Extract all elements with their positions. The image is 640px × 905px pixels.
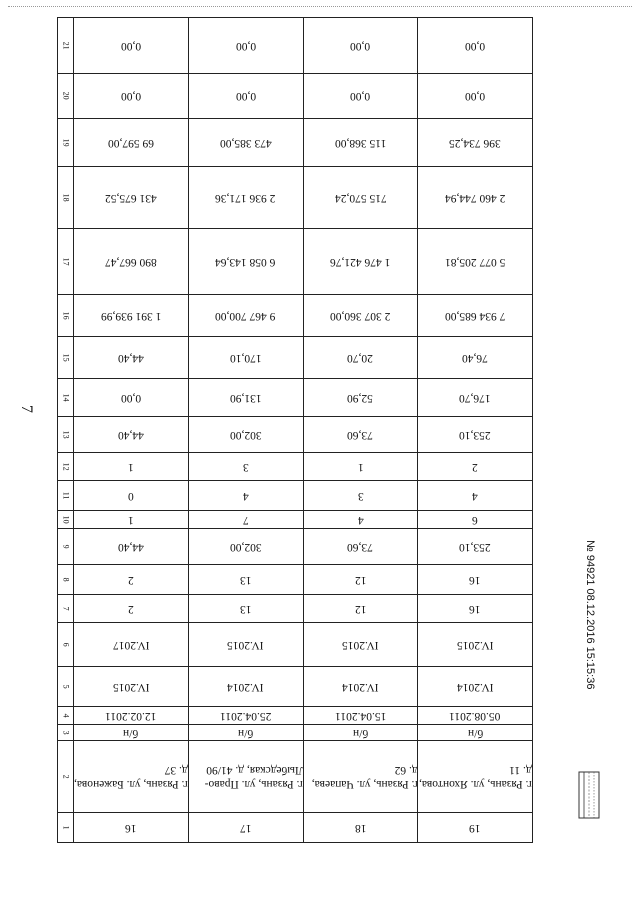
document-datetime: 08.12.2016 15:15:36 xyxy=(584,588,596,690)
cell-value: 76,40 xyxy=(462,352,489,365)
column-number-label: 8 xyxy=(61,577,71,582)
table-cell xyxy=(418,565,533,595)
cell-value: б/н xyxy=(352,727,368,740)
cell-value: IV.2015 xyxy=(227,639,264,652)
cell-value: 73,60 xyxy=(347,541,374,554)
table-cell xyxy=(418,295,533,337)
column-number xyxy=(58,565,74,595)
table-cell xyxy=(74,529,189,565)
table-cell xyxy=(303,379,418,417)
cell-value: 4 xyxy=(472,490,478,503)
address-text: г. Рязань, ул. Баженова, д. 37 xyxy=(74,763,188,790)
cell-value: 431 675,52 xyxy=(105,192,157,205)
cell-value: 4 xyxy=(357,514,364,527)
table-cell xyxy=(188,18,303,74)
column-number-label: 1 xyxy=(61,825,71,830)
table-column-2 xyxy=(58,741,533,813)
column-number xyxy=(58,18,74,74)
cell-value: 715 570,24 xyxy=(334,192,387,205)
table-cell xyxy=(303,707,418,725)
address-text: г. Рязань, ул. Чапаева, д. 62 xyxy=(311,763,418,790)
table-cell xyxy=(418,229,533,295)
table-cell xyxy=(74,453,189,481)
table-cell xyxy=(188,565,303,595)
cell-value: 473 385,00 xyxy=(219,137,272,150)
column-number xyxy=(58,741,74,813)
table-cell xyxy=(188,337,303,379)
table-cell xyxy=(303,119,418,167)
stamp-icon xyxy=(578,770,600,820)
table-cell xyxy=(188,167,303,229)
column-number-label: 10 xyxy=(61,515,71,524)
column-number-label: 11 xyxy=(61,491,71,500)
table-cell xyxy=(74,667,189,707)
cell-value: IV.2015 xyxy=(342,639,379,652)
table-cell xyxy=(74,623,189,667)
table-cell xyxy=(418,725,533,741)
table-cell xyxy=(303,481,418,511)
table-cell xyxy=(418,667,533,707)
table-cell xyxy=(303,295,418,337)
cell-value: 4 xyxy=(242,490,249,503)
table-cell xyxy=(74,379,189,417)
cell-value: 44,40 xyxy=(117,352,144,365)
cell-value: 131,90 xyxy=(229,392,262,405)
cell-value: 2 xyxy=(472,461,478,474)
cell-value: 25.04.2011 xyxy=(219,710,272,723)
column-number xyxy=(58,813,74,843)
table-column-8 xyxy=(58,565,533,595)
cell-value: б/н xyxy=(238,727,254,740)
table-column-18 xyxy=(58,167,533,229)
table-cell xyxy=(188,295,303,337)
table-cell xyxy=(74,565,189,595)
table-cell xyxy=(418,74,533,119)
table-cell xyxy=(74,74,189,119)
column-number xyxy=(58,481,74,511)
table-cell xyxy=(303,529,418,565)
column-number xyxy=(58,529,74,565)
table-cell xyxy=(303,453,418,481)
table-cell xyxy=(74,119,189,167)
table-cell xyxy=(74,481,189,511)
column-number-label: 17 xyxy=(61,257,71,266)
cell-value: 0,00 xyxy=(235,90,256,103)
table-cell xyxy=(418,511,533,529)
table-column-9 xyxy=(58,529,533,565)
table-cell xyxy=(303,18,418,74)
register-table xyxy=(57,17,533,843)
cell-value: 6 058 143,64 xyxy=(215,256,276,269)
table-cell xyxy=(303,813,418,843)
cell-value: 13 xyxy=(239,603,252,616)
table-cell xyxy=(418,417,533,453)
table-column-6 xyxy=(58,623,533,667)
cell-value: 0,00 xyxy=(350,40,371,53)
cell-value: 44,40 xyxy=(117,541,144,554)
cell-value: 890 667,47 xyxy=(105,256,157,269)
cell-value: 1 xyxy=(128,514,134,527)
table-cell xyxy=(188,511,303,529)
cell-value: 73,60 xyxy=(347,429,374,442)
table-cell xyxy=(418,167,533,229)
column-number xyxy=(58,379,74,417)
table-cell xyxy=(188,667,303,707)
column-number-label: 15 xyxy=(61,353,71,362)
table-cell xyxy=(418,741,533,813)
table-cell xyxy=(418,707,533,725)
column-number-label: 9 xyxy=(61,544,71,549)
table-cell xyxy=(188,707,303,725)
table-column-12 xyxy=(58,453,533,481)
table-cell xyxy=(74,725,189,741)
register-table-wrapper xyxy=(57,17,533,835)
table-cell xyxy=(188,119,303,167)
cell-value: 1 476 421,76 xyxy=(330,256,391,269)
table-column-19 xyxy=(58,119,533,167)
table-cell xyxy=(303,511,418,529)
column-number-label: 18 xyxy=(61,193,71,202)
table-cell xyxy=(303,623,418,667)
column-number-label: 6 xyxy=(61,642,71,647)
column-number xyxy=(58,119,74,167)
cell-value: 5 077 205,81 xyxy=(444,256,506,269)
table-column-7 xyxy=(58,595,533,623)
cell-value: 253,10 xyxy=(459,429,491,442)
cell-value: 0,00 xyxy=(120,90,141,103)
table-column-15 xyxy=(58,337,533,379)
column-number xyxy=(58,707,74,725)
cell-value: 20,70 xyxy=(347,352,374,365)
table-cell xyxy=(188,813,303,843)
cell-value: 15.04.2011 xyxy=(334,710,387,723)
cell-value: IV.2014 xyxy=(342,681,379,694)
column-number-label: 20 xyxy=(61,92,71,100)
table-cell xyxy=(74,229,189,295)
table-column-13 xyxy=(58,417,533,453)
cell-value: 69 597,00 xyxy=(107,137,154,150)
table-cell xyxy=(418,813,533,843)
table-cell xyxy=(418,595,533,623)
table-cell xyxy=(303,167,418,229)
cell-value: 7 xyxy=(242,514,249,527)
column-number-label: 2 xyxy=(61,774,71,779)
cell-value: б/н xyxy=(467,727,483,740)
cell-value: 13 xyxy=(239,574,252,587)
column-number xyxy=(58,229,74,295)
column-number xyxy=(58,595,74,623)
cell-value: 2 307 360,00 xyxy=(330,310,391,323)
table-cell xyxy=(303,74,418,119)
cell-value: 0,00 xyxy=(350,90,371,103)
cell-value: 396 734,25 xyxy=(449,137,501,150)
column-number-label: 21 xyxy=(61,41,71,50)
table-column-3 xyxy=(58,725,533,741)
cell-value: 0,00 xyxy=(235,40,256,53)
cell-value: IV.2017 xyxy=(112,639,150,652)
table-cell xyxy=(74,167,189,229)
table-cell xyxy=(74,417,189,453)
cell-value: 16 xyxy=(469,603,481,616)
cell-value: 0,00 xyxy=(120,392,141,405)
cell-value: 253,10 xyxy=(459,541,491,554)
table-cell xyxy=(418,337,533,379)
table-cell xyxy=(303,417,418,453)
table-cell xyxy=(303,337,418,379)
table-cell xyxy=(188,741,303,813)
column-number xyxy=(58,453,74,481)
table-cell xyxy=(303,565,418,595)
column-number-label: 13 xyxy=(61,430,71,439)
page-number: 7 xyxy=(18,405,35,413)
table-cell xyxy=(418,18,533,74)
cell-value: 7 934 685,00 xyxy=(444,310,506,323)
table-cell xyxy=(74,707,189,725)
cell-value: 12 xyxy=(354,603,367,616)
table-cell xyxy=(303,667,418,707)
table-cell xyxy=(74,295,189,337)
row-number: 19 xyxy=(469,822,481,835)
cell-value: 1 xyxy=(128,461,134,474)
table-cell xyxy=(418,453,533,481)
column-number-label: 19 xyxy=(61,138,71,147)
cell-value: 2 xyxy=(128,574,134,587)
document-signature xyxy=(584,540,596,689)
cell-value: 3 xyxy=(357,490,364,503)
table-cell xyxy=(74,813,189,843)
cell-value: 176,70 xyxy=(459,392,491,405)
cell-value: 2 936 171,36 xyxy=(215,192,276,205)
cell-value: 3 xyxy=(242,461,249,474)
cell-value: 0,00 xyxy=(120,40,141,53)
cell-value: б/н xyxy=(123,727,139,740)
cell-value: 302,00 xyxy=(229,541,262,554)
cell-value: 170,10 xyxy=(229,352,262,365)
table-column-16 xyxy=(58,295,533,337)
column-number xyxy=(58,417,74,453)
row-number: 17 xyxy=(239,822,252,835)
column-number xyxy=(58,725,74,741)
cell-value: 1 xyxy=(357,461,364,474)
table-column-14 xyxy=(58,379,533,417)
column-number xyxy=(58,337,74,379)
table-column-10 xyxy=(58,511,533,529)
cell-value: 1 391 939,99 xyxy=(100,310,162,323)
cell-value: 0,00 xyxy=(465,40,486,53)
cell-value: 0 xyxy=(128,490,134,503)
cell-value: 44,40 xyxy=(117,429,144,442)
table-cell xyxy=(188,379,303,417)
table-cell xyxy=(74,511,189,529)
cell-value: 115 368,00 xyxy=(334,137,387,150)
cell-value: 52,90 xyxy=(347,392,374,405)
table-cell xyxy=(188,529,303,565)
cell-value: 9 467 700,00 xyxy=(215,310,276,323)
table-column-5 xyxy=(58,667,533,707)
table-cell xyxy=(303,741,418,813)
column-number xyxy=(58,667,74,707)
top-edge-dots xyxy=(8,6,632,10)
table-cell xyxy=(418,481,533,511)
cell-value: 05.08.2011 xyxy=(449,710,501,723)
table-cell xyxy=(418,623,533,667)
table-cell xyxy=(188,74,303,119)
table-column-17 xyxy=(58,229,533,295)
table-cell xyxy=(303,725,418,741)
table-cell xyxy=(418,529,533,565)
column-number-label: 3 xyxy=(61,730,71,735)
cell-value: 12.02.2011 xyxy=(105,710,157,723)
row-number: 16 xyxy=(125,822,137,835)
cell-value: 16 xyxy=(469,574,481,587)
table-cell xyxy=(303,595,418,623)
document-id: № 94921 xyxy=(584,540,596,586)
table-cell xyxy=(74,595,189,623)
column-number xyxy=(58,623,74,667)
address-text: г. Рязань, ул. Право-Лыбедская, д. 41/90 xyxy=(204,763,303,790)
table-column-20 xyxy=(58,74,533,119)
table-cell xyxy=(418,119,533,167)
cell-value: 0,00 xyxy=(465,90,486,103)
table-column-11 xyxy=(58,481,533,511)
cell-value: 302,00 xyxy=(229,429,262,442)
column-number xyxy=(58,167,74,229)
row-number: 18 xyxy=(354,822,367,835)
table-cell xyxy=(188,595,303,623)
address-text: г. Рязань, ул. Яхонтова, д. 11 xyxy=(419,763,532,790)
table-cell xyxy=(74,18,189,74)
table-column-21 xyxy=(58,18,533,74)
column-number-label: 4 xyxy=(61,713,71,718)
table-cell xyxy=(188,453,303,481)
table-cell xyxy=(74,337,189,379)
column-number-label: 7 xyxy=(61,606,71,611)
table-cell xyxy=(188,417,303,453)
column-number xyxy=(58,511,74,529)
column-number-label: 12 xyxy=(61,462,71,471)
cell-value: 6 xyxy=(472,514,478,527)
table-cell xyxy=(418,379,533,417)
column-number-label: 5 xyxy=(61,684,71,689)
cell-value: 2 xyxy=(128,603,134,616)
table-cell xyxy=(188,725,303,741)
table-cell xyxy=(188,481,303,511)
column-number xyxy=(58,295,74,337)
table-cell xyxy=(188,623,303,667)
cell-value: IV.2014 xyxy=(456,681,494,694)
cell-value: 2 460 744,94 xyxy=(444,192,506,205)
column-number-label: 16 xyxy=(61,311,71,320)
cell-value: IV.2015 xyxy=(112,681,150,694)
table-cell xyxy=(188,229,303,295)
table-column-4 xyxy=(58,707,533,725)
cell-value: IV.2014 xyxy=(227,681,264,694)
cell-value: 12 xyxy=(354,574,367,587)
table-cell xyxy=(74,741,189,813)
column-number xyxy=(58,74,74,119)
table-cell xyxy=(303,229,418,295)
cell-value: IV.2015 xyxy=(456,639,494,652)
column-number-label: 14 xyxy=(61,393,71,402)
table-column-1 xyxy=(58,813,533,843)
